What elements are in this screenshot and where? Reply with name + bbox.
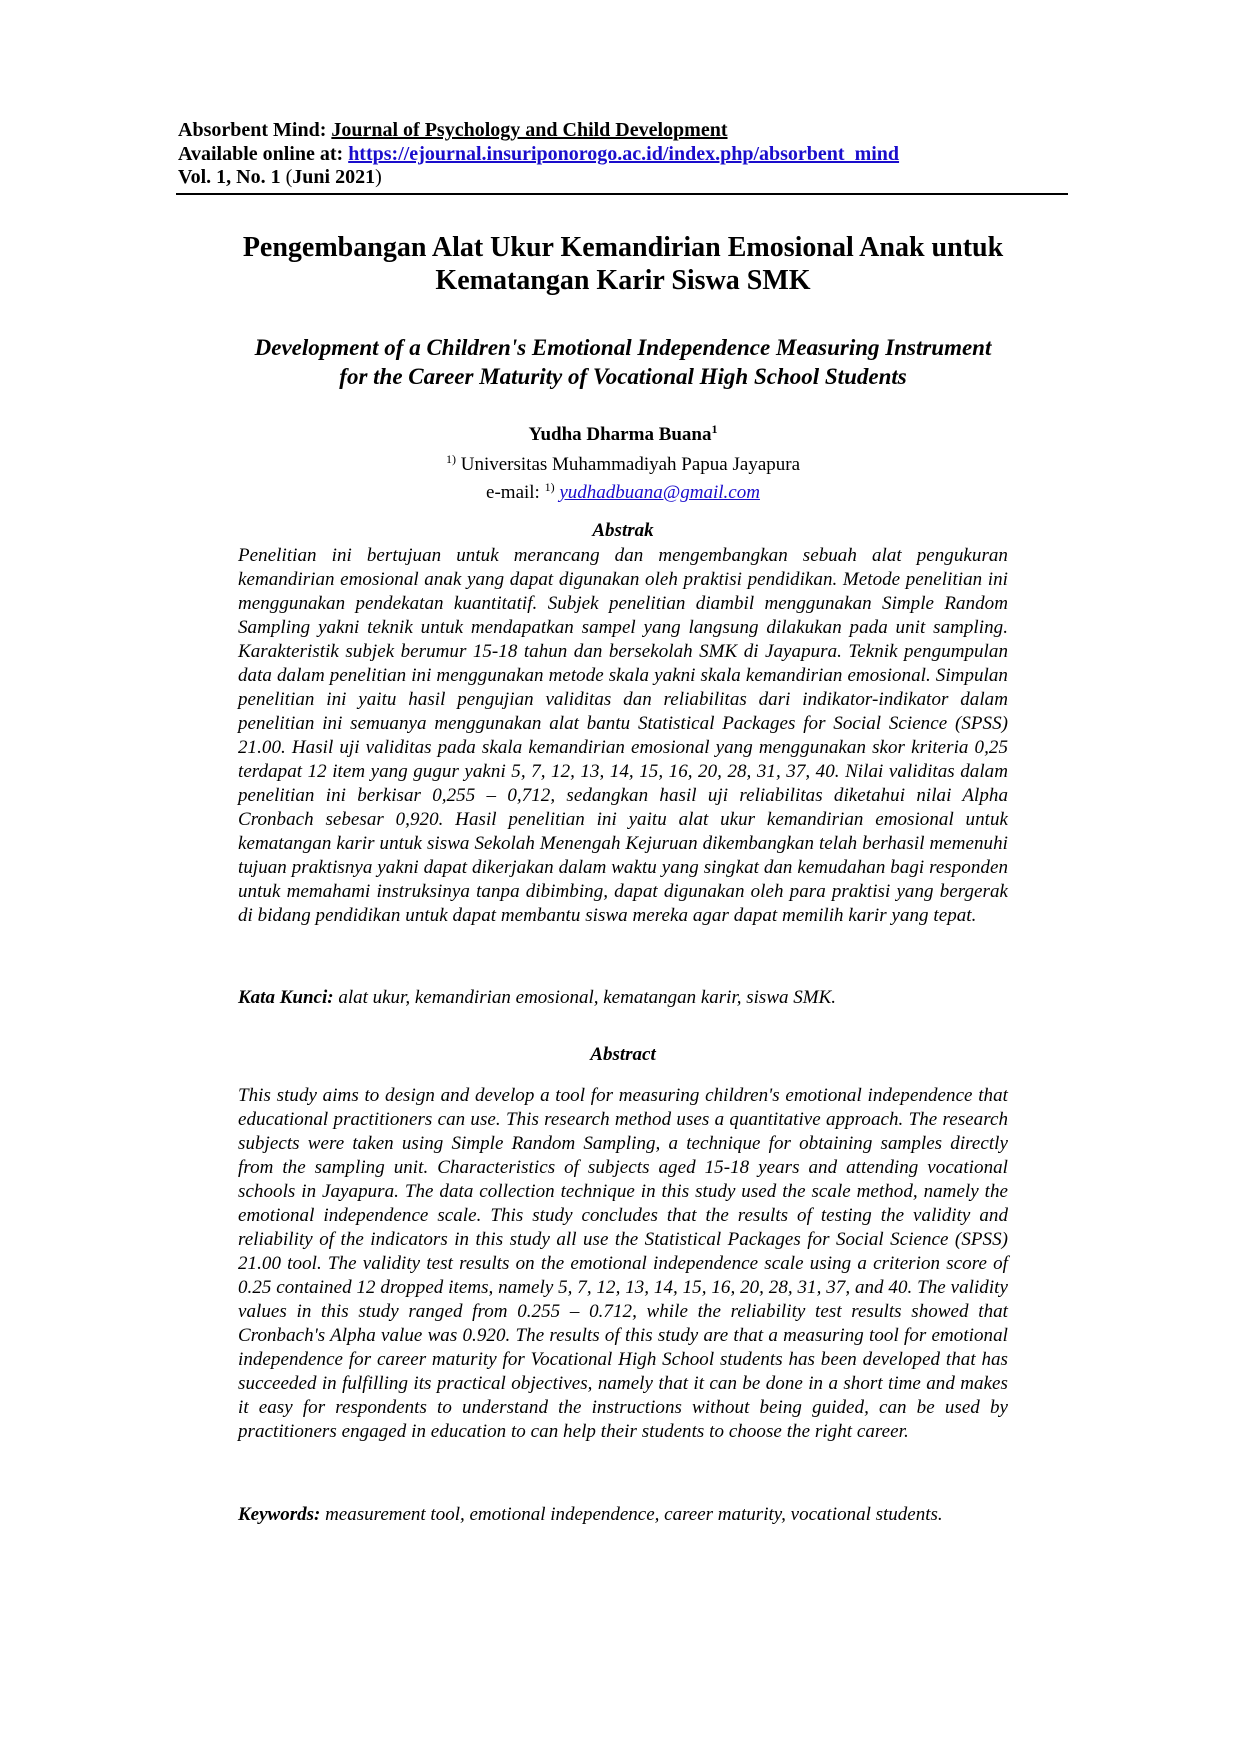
kata-kunci-line: [238, 986, 1008, 1010]
volume-paren-open: (: [285, 166, 293, 188]
title-indonesian-line2: Kematangan Karir Siswa SMK: [435, 265, 811, 296]
journal-url-line: [178, 143, 1068, 167]
keywords-values: measurement tool, emotional independence, career maturity, vocational students.: [320, 1504, 943, 1525]
email-superscript: 1): [544, 480, 555, 494]
available-online-label: Available online at:: [178, 142, 349, 165]
author-name-line: [178, 423, 1068, 447]
author-superscript: 1: [711, 422, 718, 436]
kata-kunci-label: Kata Kunci:: [238, 987, 334, 1008]
header-divider: [176, 193, 1068, 195]
kata-kunci-values: alat ukur, kemandirian emosional, kematangan karir, siswa SMK.: [333, 987, 836, 1008]
journal-url-link[interactable]: https://ejournal.insuriponorogo.ac.id/index.php/absorbent_mind: [348, 142, 900, 165]
keywords-line: [238, 1503, 1008, 1527]
affiliation-line: [178, 453, 1068, 477]
title-indonesian-line1: Pengembangan Alat Ukur Kemandirian Emosional Anak untuk: [242, 232, 1004, 263]
title-indonesian: [178, 231, 1068, 297]
journal-name-line: [178, 119, 1068, 143]
affiliation: Universitas Muhammadiyah Papua Jayapura: [455, 454, 801, 475]
abstract-heading: Abstract: [590, 1044, 656, 1065]
affiliation-superscript: 1): [445, 452, 456, 466]
email-label: e-mail:: [486, 482, 545, 503]
author-name: Yudha Dharma Buana: [528, 424, 712, 445]
volume-issue: Vol. 1, No. 1: [178, 166, 286, 188]
title-english-line1: Development of a Children's Emotional Independence Measuring Instrument: [254, 335, 992, 360]
journal-volume-line: [178, 166, 1068, 190]
abstrak-heading: Abstrak: [592, 520, 654, 541]
journal-header: [178, 119, 1068, 190]
journal-name-link[interactable]: Journal of Psychology and Child Development: [331, 119, 728, 141]
volume-date: Juni 2021: [292, 166, 376, 188]
abstrak-text: Penelitian ini bertujuan untuk merancang dan mengembangkan sebuah alat pengukuran kemandirian emosional anak yang dapat digunakan oleh praktisi pendidikan. Metode penelitian ini menggunakan pendekatan kuantitatif. Subjek penelitian diambil menggunakan Simple Random Sampling yakni teknik untuk mendapatkan sampel yang langsung dilakukan pada unit sampling. Karakteristik subjek berumur 15-18 tahun dan bersekolah SMK di Jayapura. Teknik pengumpulan data dalam penelitian ini menggunakan metode skala yakni skala kemandirian emosional. Simpulan penelitian ini yaitu hasil pengujian validitas dan reliabilitas dari indikator-indikator dalam penelitian ini semuanya menggunakan alat bantu Statistical Packages for Social Science (SPSS) 21.00. Hasil uji validitas pada skala kemandirian emosional yang menggunakan skor kriteria 0,25 terdapat 12 item yang gugur yakni 5, 7, 12, 13, 14, 15, 16, 20, 28, 31, 37, 40. Nilai validitas dalam penelitian ini berkisar 0,255 – 0,712, sedangkan hasil uji reliabilitas diketahui nilai Alpha Cronbach sebesar 0,920. Hasil penelitian ini yaitu alat ukur kemandirian emosional untuk kematangan karir untuk siswa Sekolah Menengah Kejuruan dikembangkan telah berhasil memenuhi tujuan praktisnya yakni dapat dikerjakan dalam waktu yang singkat dan kemudahan bagi responden untuk memahami instruksinya tanpa dibimbing, dapat digunakan oleh para praktisi yang bergerak di bidang pendidikan untuk dapat membantu siswa mereka agar dapat memilih karir yang tepat.: [238, 545, 1008, 926]
journal-name-prefix: Absorbent Mind:: [178, 119, 332, 141]
email-line: [178, 481, 1068, 505]
keywords-label: Keywords:: [238, 1504, 321, 1525]
volume-paren-close: ): [375, 166, 382, 188]
title-english: [178, 333, 1068, 391]
email-link[interactable]: yudhadbuana@gmail.com: [559, 482, 760, 503]
title-english-line2: for the Career Maturity of Vocational High School Students: [339, 364, 907, 389]
abstract-text: This study aims to design and develop a tool for measuring children's emotional independence that educational practitioners can use. This research method uses a quantitative approach. The research subjects were taken using Simple Random Sampling, a technique for obtaining samples directly from the sampling unit. Characteristics of subjects aged 15-18 years and attending vocational schools in Jayapura. The data collection technique in this study used the scale method, namely the emotional independence scale. This study concludes that the results of testing the validity and reliability of the indicators in this study all use the Statistical Packages for Social Science (SPSS) 21.00 tool. The validity test results on the emotional independence scale using a criterion score of 0.25 contained 12 dropped items, namely 5, 7, 12, 13, 14, 15, 16, 20, 28, 31, 37, and 40. The validity values in this study ranged from 0.255 – 0.712, while the reliability test results showed that Cronbach's Alpha value was 0.920. The results of this study are that a measuring tool for emotional independence for career maturity for Vocational High School students has been developed that has succeeded in fulfilling its practical objectives, namely that it can be done in a short time and makes it easy for respondents to understand the instructions without being guided, can be used by practitioners engaged in education to can help their students to choose the right career.: [238, 1085, 1008, 1442]
